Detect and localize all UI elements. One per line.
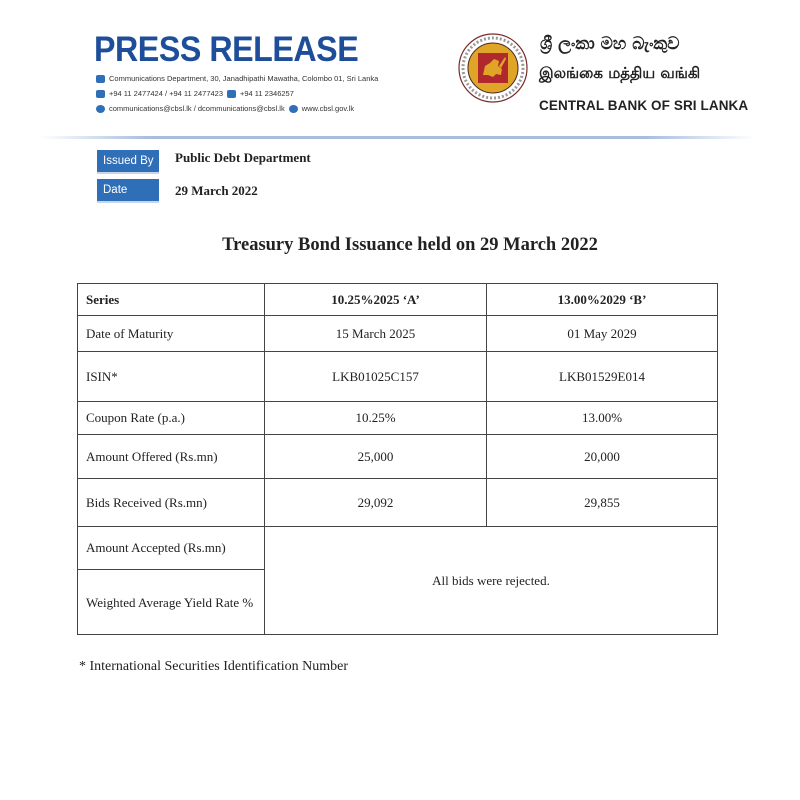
header-divider bbox=[40, 136, 755, 139]
row-label: ISIN* bbox=[78, 352, 265, 402]
row-label: Date of Maturity bbox=[78, 316, 265, 352]
header-series-b: 13.00%2029 ‘B’ bbox=[487, 284, 718, 316]
fax-text: +94 11 2346257 bbox=[240, 89, 294, 98]
row-label-weighted-average-yield: Weighted Average Yield Rate % bbox=[78, 570, 265, 635]
bank-name-sinhala: ශ්‍රී ලංකා මහ බැංකුව bbox=[540, 34, 680, 54]
bond-issuance-table bbox=[77, 283, 718, 635]
fax-icon bbox=[227, 90, 236, 98]
cell-b: 29,855 bbox=[487, 479, 718, 527]
cell-a: LKB01025C157 bbox=[265, 352, 487, 402]
isin-footnote: * International Securities Identification Number bbox=[79, 659, 349, 674]
header-series-a: 10.25%2025 ‘A’ bbox=[265, 284, 487, 316]
email-text[interactable]: communications@cbsl.lk / dcommunications@cbsl.lk bbox=[109, 104, 285, 113]
cell-a: 15 March 2025 bbox=[265, 316, 487, 352]
cell-b: 01 May 2029 bbox=[487, 316, 718, 352]
cell-b: 13.00% bbox=[487, 402, 718, 435]
issued-by-label: Issued By bbox=[97, 150, 159, 172]
table-row bbox=[78, 402, 718, 435]
row-label: Coupon Rate (p.a.) bbox=[78, 402, 265, 435]
cell-b: 20,000 bbox=[487, 435, 718, 479]
bank-name-tamil: இலங்கை மத்திய வங்கி bbox=[539, 64, 701, 82]
table-row bbox=[78, 479, 718, 527]
cell-a: 10.25% bbox=[265, 402, 487, 435]
website-text[interactable]: www.cbsl.gov.lk bbox=[301, 104, 355, 113]
row-label-amount-accepted: Amount Accepted (Rs.mn) bbox=[78, 527, 265, 570]
bank-name-english: CENTRAL BANK OF SRI LANKA bbox=[539, 98, 749, 113]
web-icon bbox=[289, 105, 298, 113]
phone-icon bbox=[96, 90, 105, 98]
address-text: Communications Department, 30, Janadhipathi Mawatha, Colombo 01, Sri Lanka bbox=[109, 74, 379, 83]
email-line bbox=[96, 104, 354, 113]
date-value: 29 March 2022 bbox=[175, 183, 258, 198]
email-icon bbox=[96, 105, 105, 113]
address-line bbox=[96, 74, 378, 83]
cell-b: LKB01529E014 bbox=[487, 352, 718, 402]
table-row bbox=[78, 527, 718, 570]
row-label: Amount Offered (Rs.mn) bbox=[78, 435, 265, 479]
table-header-row bbox=[78, 284, 718, 316]
table-row bbox=[78, 352, 718, 402]
document-title: Treasury Bond Issuance held on 29 March 2022 bbox=[222, 235, 598, 255]
table-row bbox=[78, 435, 718, 479]
header-series: Series bbox=[78, 284, 265, 316]
date-label: Date bbox=[97, 179, 159, 201]
issued-by-value: Public Debt Department bbox=[175, 150, 311, 165]
all-bids-rejected-note: All bids were rejected. bbox=[265, 527, 718, 635]
table-row bbox=[78, 316, 718, 352]
central-bank-seal-logo bbox=[458, 33, 528, 103]
press-release-title: PRESS RELEASE bbox=[94, 30, 359, 69]
phone-line bbox=[96, 89, 294, 98]
cell-a: 25,000 bbox=[265, 435, 487, 479]
phone-text: +94 11 2477424 / +94 11 2477423 bbox=[109, 89, 223, 98]
cell-a: 29,092 bbox=[265, 479, 487, 527]
row-label: Bids Received (Rs.mn) bbox=[78, 479, 265, 527]
building-icon bbox=[96, 75, 105, 83]
